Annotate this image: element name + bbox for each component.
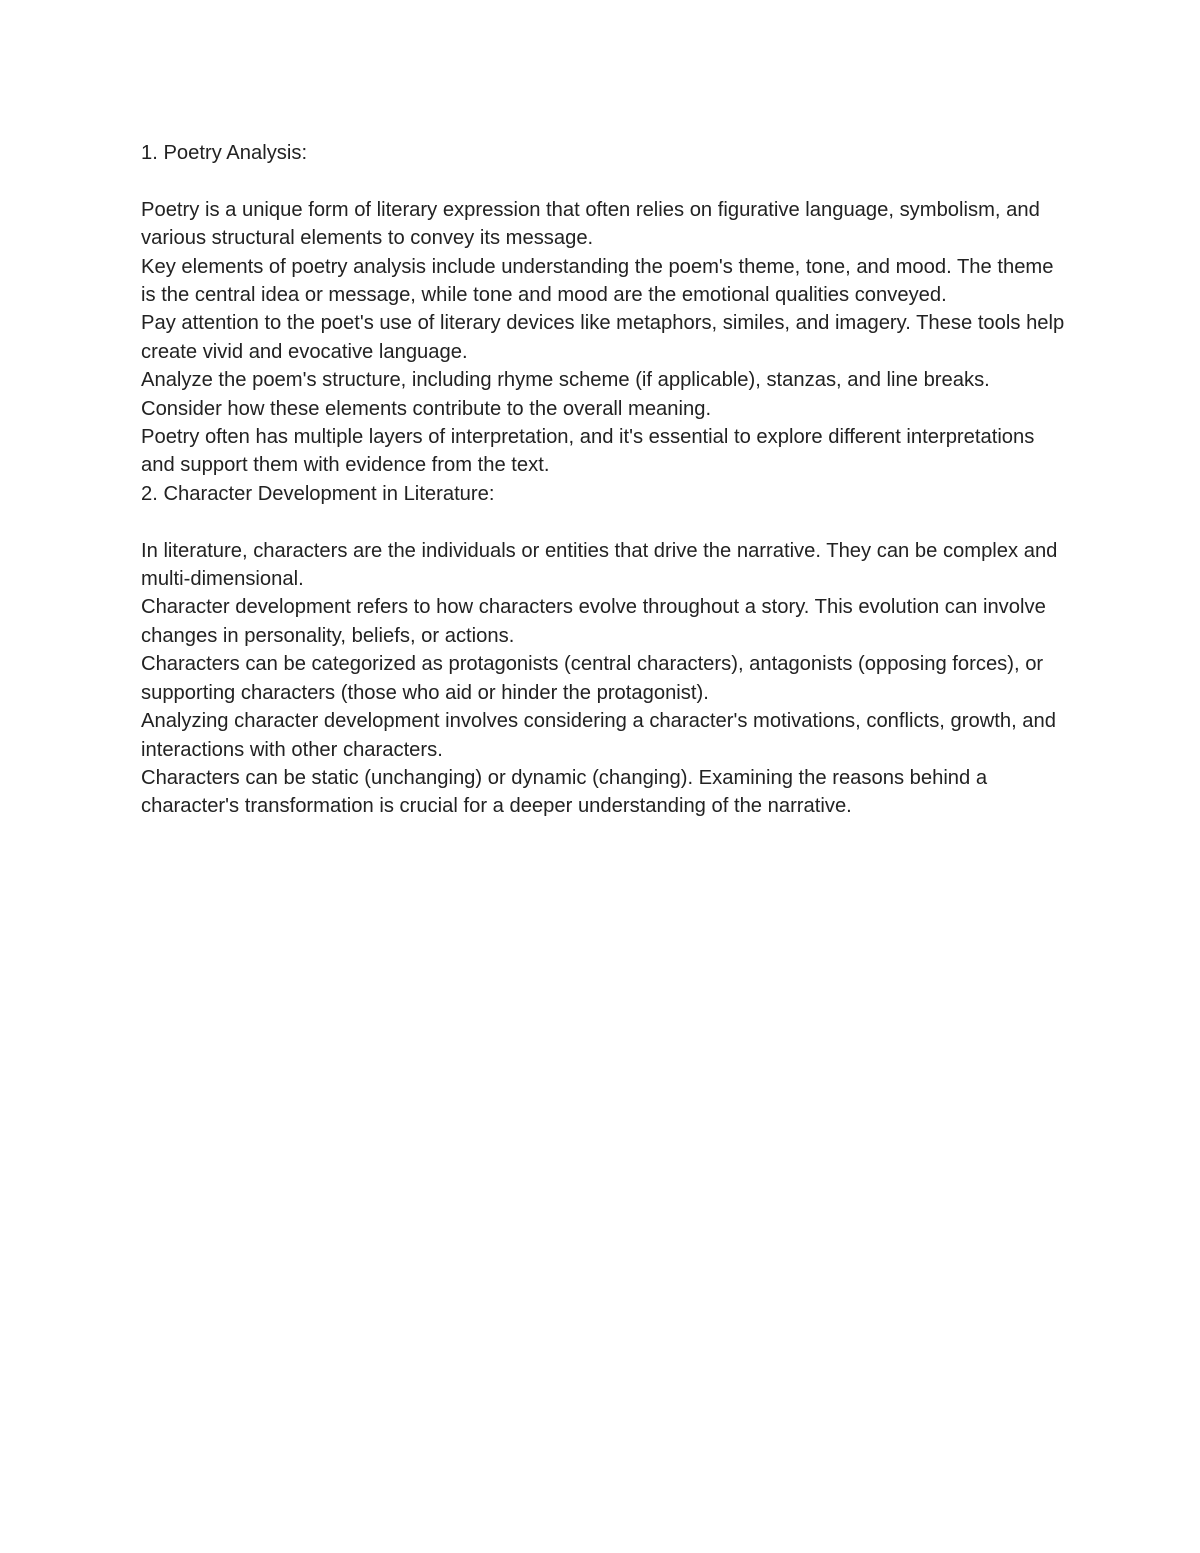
paragraph: Key elements of poetry analysis include understanding the poem's theme, tone, and mood. The theme is the central idea or message, while tone and mood are the emotional qualities conveyed. bbox=[141, 255, 1054, 307]
section-heading-poetry-analysis: 1. Poetry Analysis: bbox=[141, 142, 308, 164]
paragraph: Poetry is a unique form of literary expression that often relies on figurative language, symbolism, and various structural elements to convey its message. bbox=[141, 198, 1040, 250]
paragraph: Analyzing character development involves considering a character's motivations, conflicts, growth, and interactions with other characters. bbox=[141, 710, 1056, 761]
document-body bbox=[141, 139, 1066, 821]
paragraph: Poetry often has multiple layers of interpretation, and it's essential to explore different interpretations and support them with evidence from the text. bbox=[141, 426, 1035, 477]
blank-line bbox=[141, 508, 1066, 536]
paragraph: Analyze the poem's structure, including rhyme scheme (if applicable), stanzas, and line breaks. Consider how these elements contribute to the overall meaning. bbox=[141, 369, 990, 420]
paragraph: In literature, characters are the individuals or entities that drive the narrative. They can be complex and multi-dimensional. bbox=[141, 539, 1058, 591]
blank-line bbox=[141, 167, 1066, 195]
paragraph: Characters can be static (unchanging) or dynamic (changing). Examining the reasons behind a character's transformation is crucial for a deeper understanding of the narrative. bbox=[141, 766, 988, 818]
paragraph: Character development refers to how characters evolve throughout a story. This evolution can involve changes in personality, beliefs, or actions. bbox=[141, 596, 1046, 647]
paragraph: Characters can be categorized as protagonists (central characters), antagonists (opposing forces), or supporting characters (those who aid or hinder the protagonist). bbox=[141, 653, 1044, 704]
section-heading-character-development: 2. Character Development in Literature: bbox=[141, 482, 495, 505]
paragraph: Pay attention to the poet's use of literary devices like metaphors, similes, and imagery. These tools help create vivid and evocative language. bbox=[141, 312, 1065, 363]
